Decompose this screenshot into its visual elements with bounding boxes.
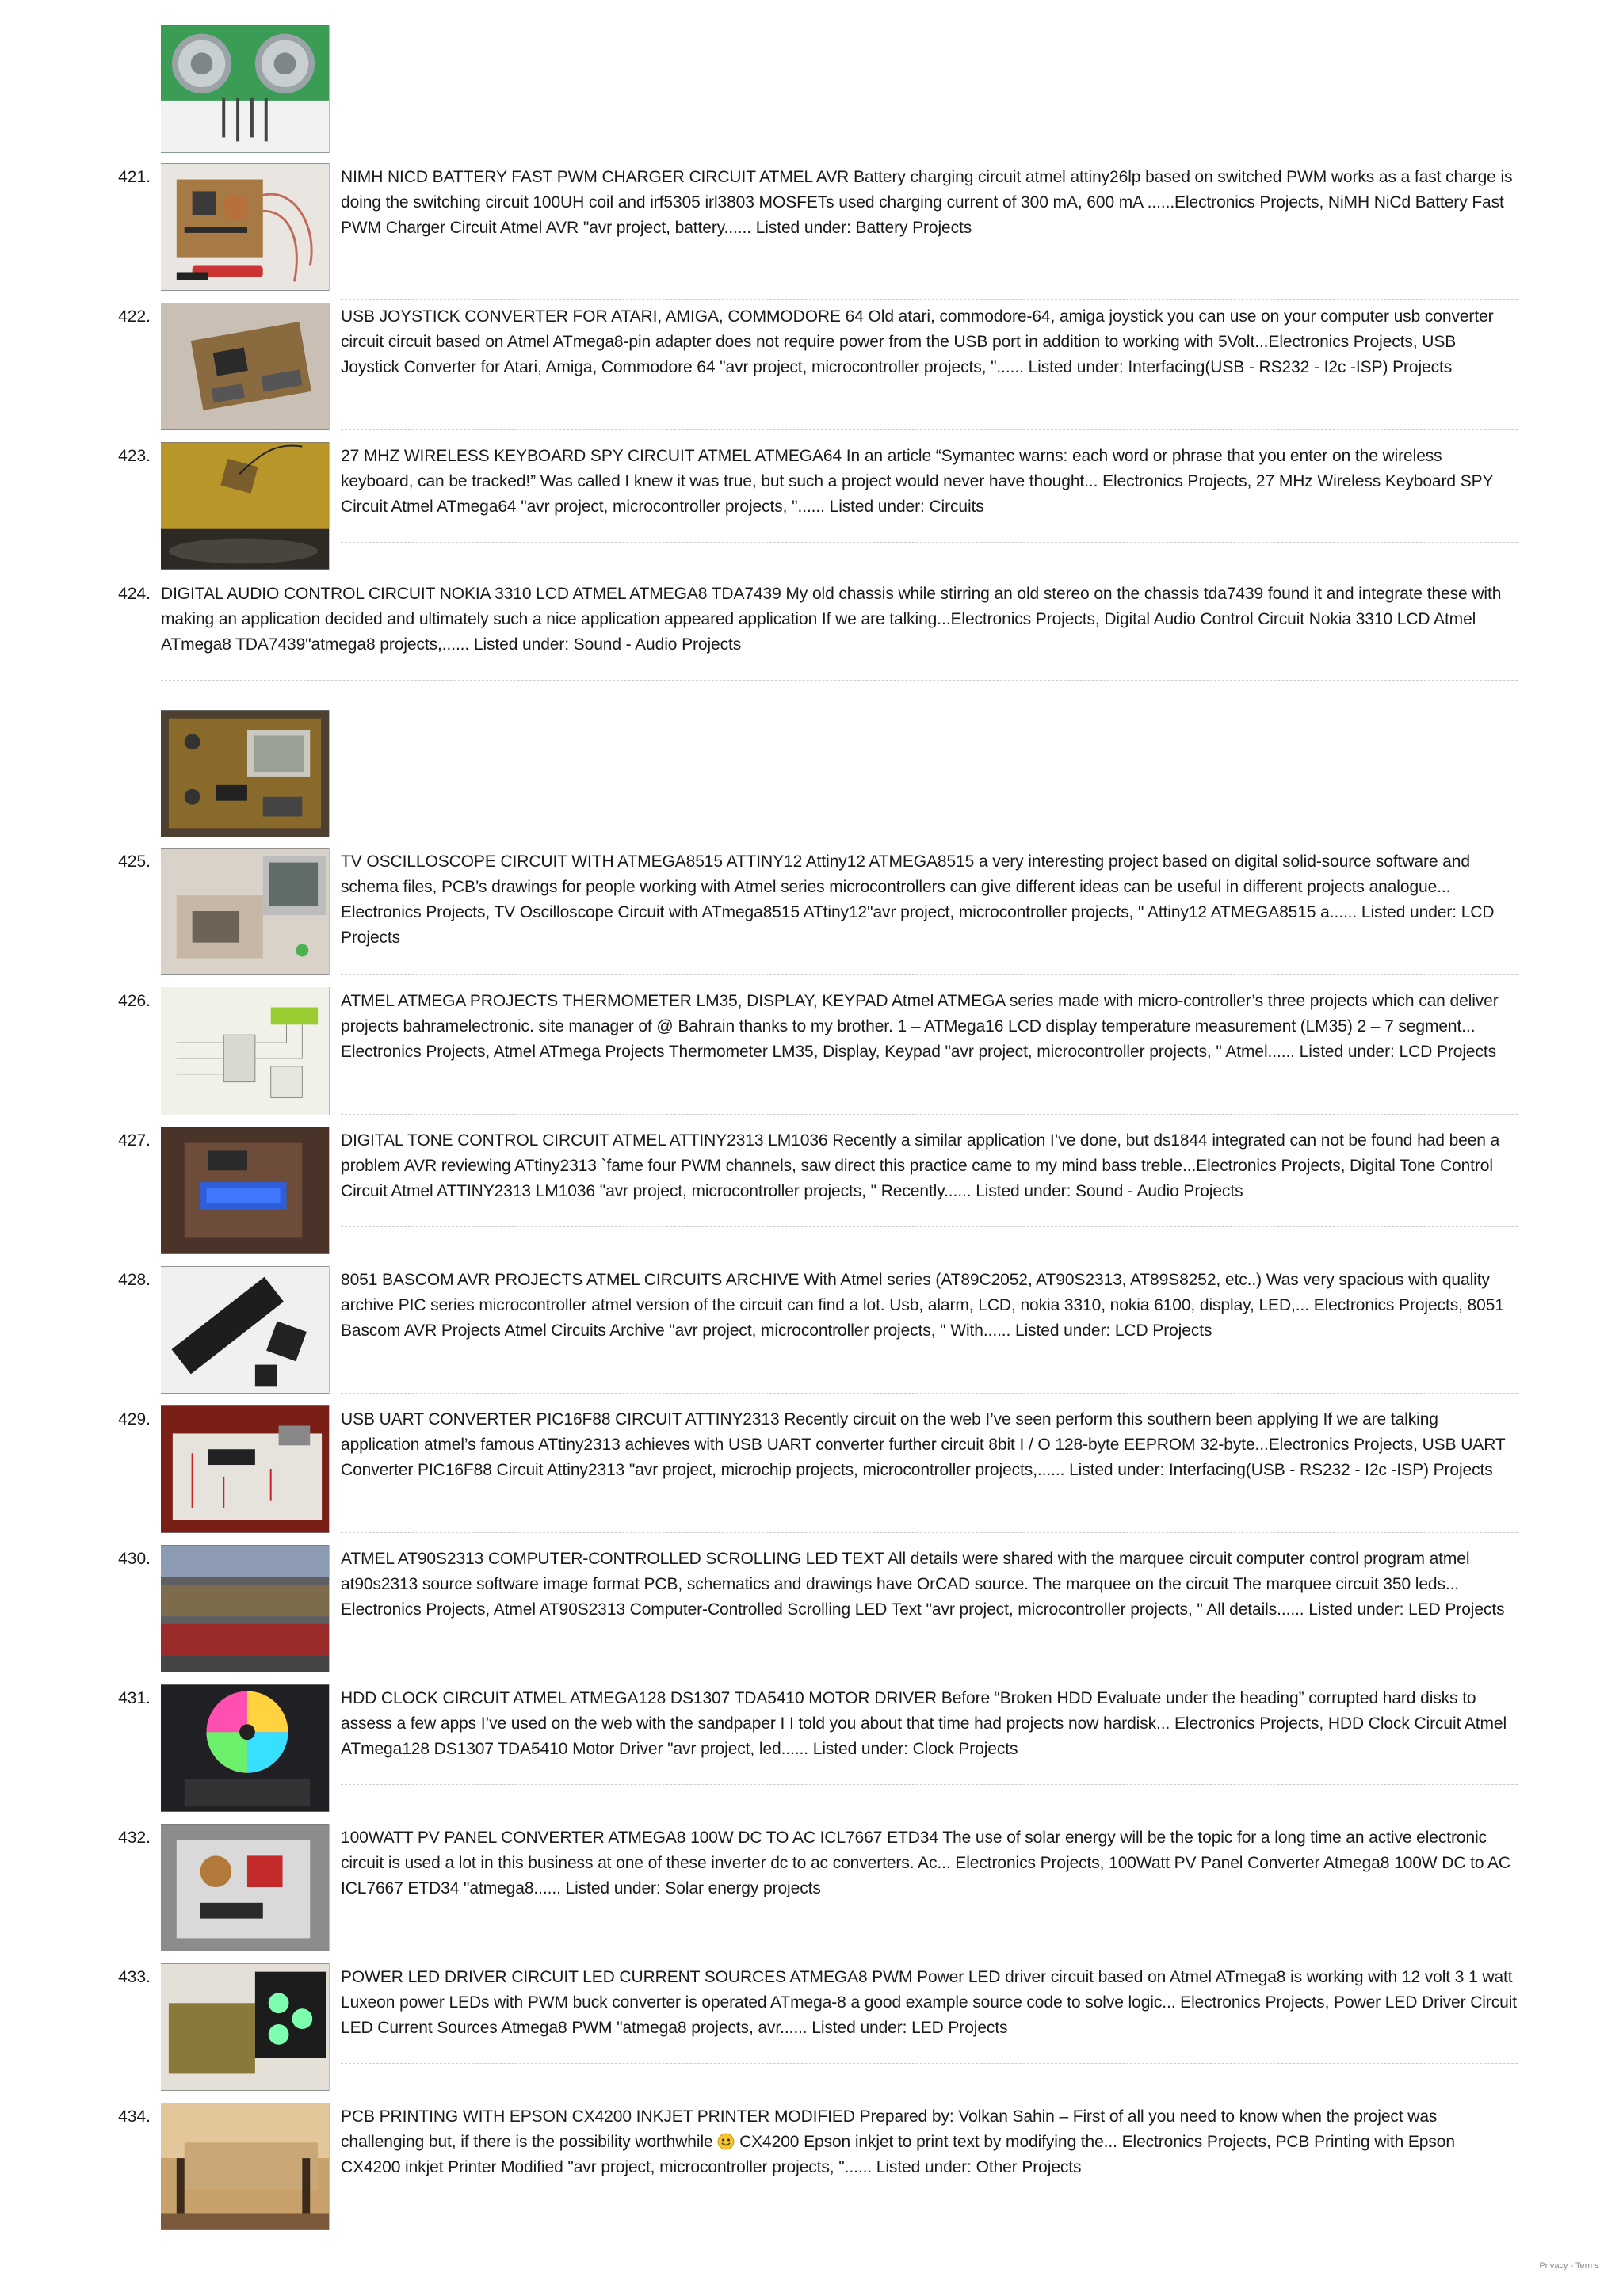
thermometer-schematic-icon <box>161 987 329 1115</box>
item-description[interactable]: DIGITAL AUDIO CONTROL CIRCUIT NOKIA 3310 LCD ATMEL ATMEGA8 TDA7439 My old chassis while stirring an old stereo on the chassis tda7439 found it and integrate these with making an application decided and ultimately such a nice application appeared application If we are talking...Electronics Projects, Digital Audio Control Circuit Nokia 3310 LCD Atmel ATmega8 TDA7439"atmega8 projects,...... Listed under: Sound - Audio Projects <box>161 585 1502 654</box>
item-description[interactable]: DIGITAL TONE CONTROL CIRCUIT ATMEL ATTINY2313 LM1036 Recently a similar application I’ve done, but ds1844 integrated can not be found had been a problem AVR reviewing ATtiny2313 `fame four PWM channels, saw direct this practice came to my mind bass treble...Electronics Projects, Digital Tone Control Circuit Atmel ATTINY2313 LM1036 "avr project, microcontroller projects, " Recently...... Listed under: Sound - Audio Projects <box>341 1131 1500 1200</box>
project-thumbnail[interactable] <box>161 25 330 153</box>
item-description[interactable]: USB UART CONVERTER PIC16F88 CIRCUIT ATTINY2313 Recently circuit on the web I’ve seen perform this southern been applying If we are talking application atmel’s famous ATtiny2313 achieves with USB UART converter further circuit 8bit I / O 128-byte EEPROM 32-byte...Electronics Projects, USB UART Converter PIC16F88 Circuit Attiny2313 "avr project, microchip projects, microcontroller projects,...... Listed under: Interfacing(USB - RS232 - I2c -ISP) Projects <box>341 1410 1506 1479</box>
smile-emoji-icon <box>717 2133 735 2150</box>
ultrasonic-sensor-icon <box>161 25 329 153</box>
item-number: 425. <box>118 852 151 871</box>
item-description[interactable] <box>341 2104 1518 2180</box>
item-separator <box>341 1226 1518 1227</box>
tone-control-lcd-icon <box>161 1127 329 1254</box>
battery-charger-icon <box>161 163 329 291</box>
footer-links <box>1539 2261 1599 2271</box>
item-separator <box>341 1784 1518 1785</box>
item-number: 423. <box>118 447 151 465</box>
project-thumbnail[interactable] <box>161 1405 330 1533</box>
item-number: 430. <box>118 1550 151 1568</box>
item-description[interactable]: HDD CLOCK CIRCUIT ATMEL ATMEGA128 DS1307 TDA5410 MOTOR DRIVER Before “Broken HDD Evaluate under the heading” corrupted hard disks to assess a few apps I’ve used on the web with the sandpaper I I told you about that time had projects now hardisk... Electronics Projects, HDD Clock Circuit Atmel ATmega128 DS1307 TDA5410 Motor Driver "avr project, led...... Listed under: Clock Projects <box>341 1689 1507 1758</box>
project-thumbnail[interactable] <box>161 987 330 1115</box>
item-separator <box>341 1114 1518 1115</box>
project-thumbnail[interactable] <box>161 303 330 430</box>
item-separator <box>341 542 1518 543</box>
breadboard-icon <box>161 1405 329 1533</box>
project-thumbnail[interactable] <box>161 1266 330 1394</box>
item-separator <box>341 429 1518 430</box>
footer-separator: - <box>1568 2261 1576 2271</box>
item-description-part: PCB PRINTING WITH EPSON CX4200 INKJET PRINTER MODIFIED Prepared by: Volkan Sahin – First of all you need to know when the project was challenging but, if there is the possibility worthwhile <box>341 2107 1438 2151</box>
item-separator <box>341 299 1518 300</box>
item-description[interactable]: 100WATT PV PANEL CONVERTER ATMEGA8 100W DC TO AC ICL7667 ETD34 The use of solar energy will be the topic for a long time an active electronic circuit is used a lot in this business at one of these inverter dc to ac converters. Ac... Electronics Projects, 100Watt PV Panel Converter Atmega8 100W DC to AC ICL7667 ETD34 "atmega8...... Listed under: Solar energy projects <box>341 1829 1510 1897</box>
tv-oscilloscope-icon <box>161 848 329 975</box>
item-description[interactable]: NIMH NICD BATTERY FAST PWM CHARGER CIRCUIT ATMEL AVR Battery charging circuit atmel attiny26lp based on switched PWM works as a fast charge is doing the switching circuit 100UH coil and irf5305 irl3803 MOSFETs used charging current of 300 mA, 600 mA ......Electronics Projects, NiMH NiCd Battery Fast PWM Charger Circuit Atmel AVR "avr project, battery...... Listed under: Battery Projects <box>341 168 1513 237</box>
item-separator <box>341 1393 1518 1394</box>
item-separator <box>161 680 1518 681</box>
item-description[interactable]: 8051 BASCOM AVR PROJECTS ATMEL CIRCUITS ARCHIVE With Atmel series (AT89C2052, AT90S2313, AT89S8252, etc..) Was very spacious with quality archive PIC series microcontroller atmel version of the circuit can find a lot. Usb, alarm, LCD, nokia 3310, nokia 6100, display, LED,... Electronics Projects, 8051 Bascom AVR Projects Atmel Circuits Archive "avr project, microcontroller projects, " With...... Listed under: LCD Projects <box>341 1271 1504 1340</box>
project-thumbnail[interactable] <box>161 163 330 291</box>
terms-link[interactable]: Terms <box>1575 2261 1599 2271</box>
item-description-part: CX4200 Epson inkjet to print text by modifying the... Electronics Projects, PCB Printing with Epson CX4200 inkjet Printer Modified "avr project, microcontroller projects, "...... Listed under: Other Projects <box>341 2133 1455 2176</box>
power-led-driver-icon <box>161 1963 329 2091</box>
item-description[interactable]: TV OSCILLOSCOPE CIRCUIT WITH ATMEGA8515 ATTINY12 Attiny12 ATMEGA8515 a very interesting project based on digital solid-source software and schema files, PCB’s drawings for people working with Atmel series microcontrollers can give different ideas can be useful in different projects analogue... Electronics Projects, TV Oscilloscope Circuit with ATmega8515 ATtiny12"avr project, microcontroller projects, " Attiny12 ATMEGA8515 a...... Listed under: LCD Projects <box>341 852 1495 947</box>
led-marquee-icon <box>161 1545 329 1672</box>
audio-control-board-icon <box>161 710 329 837</box>
privacy-link[interactable]: Privacy <box>1539 2261 1568 2271</box>
pv-converter-icon <box>161 1824 329 1951</box>
project-thumbnail[interactable] <box>161 1824 330 1951</box>
item-description[interactable]: POWER LED DRIVER CIRCUIT LED CURRENT SOURCES ATMEGA8 PWM Power LED driver circuit based on Atmel ATmega8 is working with 12 volt 3 1 watt Luxeon power LEDs with PWM buck converter is operated ATmega-8 a good example source code to solve logic... Electronics Projects, Power LED Driver Circuit LED Current Sources Atmega8 PWM "atmega8 projects, avr...... Listed under: LED Projects <box>341 1968 1518 2037</box>
microcontroller-chips-icon <box>161 1266 329 1394</box>
item-description[interactable]: ATMEL AT90S2313 COMPUTER-CONTROLLED SCROLLING LED TEXT All details were shared with the marquee circuit computer control program atmel at90s2313 source software image format PCB, schematics and drawings have OrCAD source. The marquee on the circuit The marquee circuit 350 leds... Electronics Projects, Atmel AT90S2313 Computer-Controlled Scrolling LED Text "avr project, microcontroller projects, " All details...... Listed under: LED Projects <box>341 1550 1505 1619</box>
item-separator <box>341 2063 1518 2064</box>
project-thumbnail[interactable] <box>161 1684 330 1812</box>
joystick-converter-icon <box>161 303 329 430</box>
item-description[interactable]: 27 MHZ WIRELESS KEYBOARD SPY CIRCUIT ATMEL ATMEGA64 In an article “Symantec warns: each word or phrase that you enter on the wireless keyboard, can be tracked!” Was called I knew it was true, but such a project would never have thought... Electronics Projects, 27 MHz Wireless Keyboard SPY Circuit Atmel ATmega64 "avr project, microcontroller projects, "...... Listed under: Circuits <box>341 447 1494 516</box>
item-number: 427. <box>118 1131 151 1150</box>
project-thumbnail[interactable] <box>161 2103 330 2230</box>
modified-printer-icon <box>161 2103 329 2230</box>
item-number: 429. <box>118 1410 151 1428</box>
item-separator <box>341 1532 1518 1533</box>
wireless-keyboard-spy-icon <box>161 442 329 570</box>
project-thumbnail[interactable] <box>161 1127 330 1254</box>
hdd-clock-icon <box>161 1684 329 1812</box>
item-description[interactable]: ATMEL ATMEGA PROJECTS THERMOMETER LM35, DISPLAY, KEYPAD Atmel ATMEGA series made with micro-controller’s three projects which can deliver projects bahramelectronic. site manager of @ Bahrain thanks to my brother. 1 – ATMega16 LCD display temperature measurement (LM35) 2 – 7 segment... Electronics Projects, Atmel ATmega Projects Thermometer LM35, Display, Keypad "avr project, microcontroller projects, " Atmel...... Listed under: LCD Projects <box>341 992 1499 1061</box>
project-thumbnail[interactable] <box>161 848 330 975</box>
item-number: 428. <box>118 1271 151 1289</box>
project-thumbnail[interactable] <box>161 1545 330 1672</box>
item-number: 422. <box>118 307 151 326</box>
item-number: 421. <box>118 168 151 186</box>
project-thumbnail[interactable] <box>161 1963 330 2091</box>
item-separator <box>341 974 1518 975</box>
project-thumbnail[interactable] <box>161 710 330 837</box>
item-description[interactable]: USB JOYSTICK CONVERTER FOR ATARI, AMIGA, COMMODORE 64 Old atari, commodore-64, amiga joystick you can use on your computer usb converter circuit circuit based on Atmel ATmega8-pin adapter does not require power from the USB port in addition to working with 5Volt...Electronics Projects, USB Joystick Converter for Atari, Amiga, Commodore 64 "avr project, microcontroller projects, "...... Listed under: Interfacing(USB - RS232 - I2c -ISP) Projects <box>341 307 1494 376</box>
item-number: 426. <box>118 992 151 1010</box>
item-number: 431. <box>118 1689 151 1707</box>
project-thumbnail[interactable] <box>161 442 330 570</box>
item-number: 424. <box>118 585 151 603</box>
item-number: 434. <box>118 2107 151 2126</box>
item-number: 433. <box>118 1968 151 1986</box>
item-number: 432. <box>118 1829 151 1847</box>
